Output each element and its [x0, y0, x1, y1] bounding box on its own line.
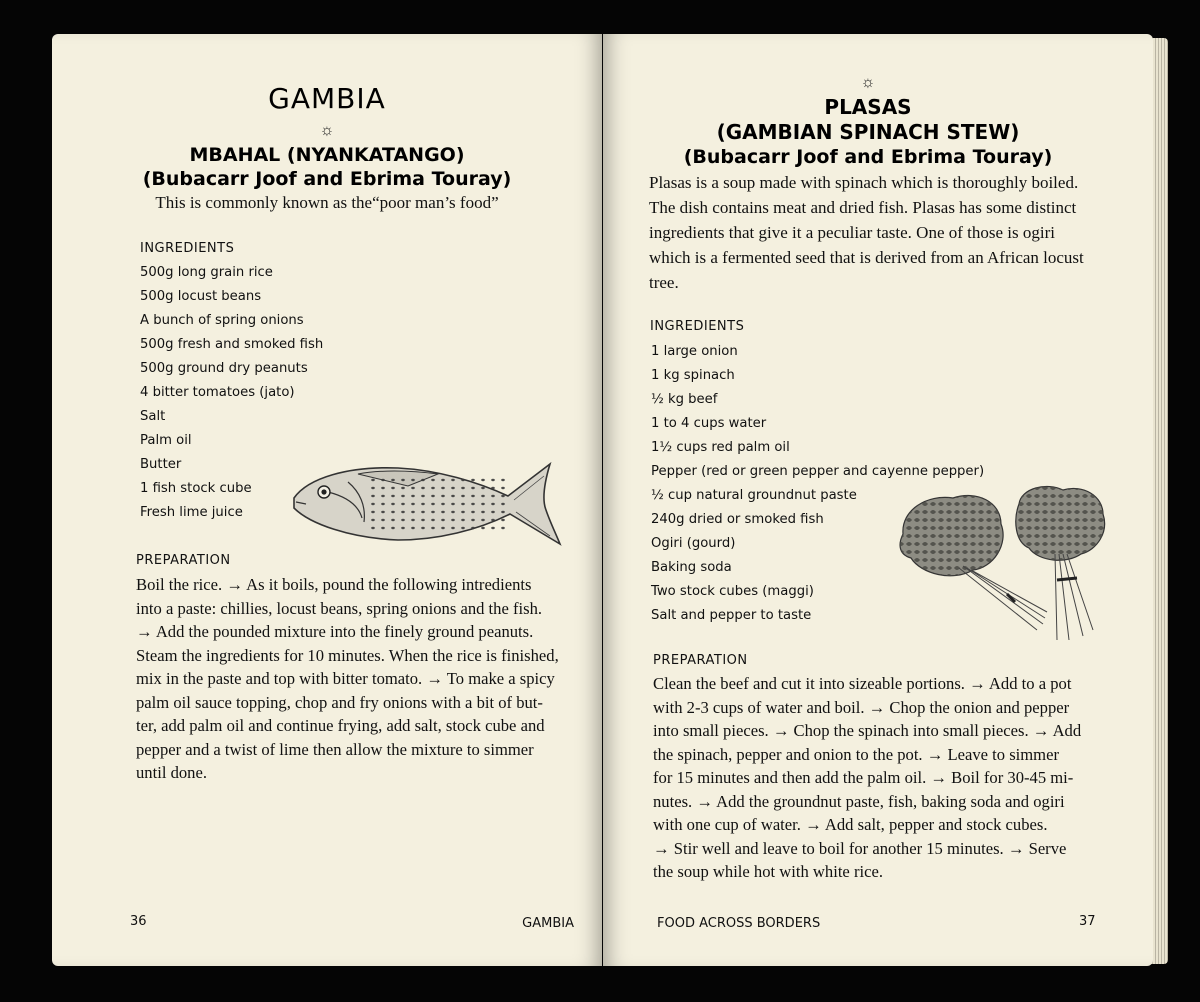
ingredient-item: 500g locust beans	[140, 289, 262, 304]
spinach-bunches-illustration	[897, 484, 1111, 644]
preparation-line: pepper and a twist of lime then allow the mixture to simmer	[136, 739, 534, 759]
ingredients-label: INGREDIENTS	[650, 319, 745, 334]
preparation-line: the soup while hot with white rice.	[653, 862, 883, 881]
ingredient-item: Fresh lime juice	[140, 505, 243, 520]
ingredient-item: Two stock cubes (maggi)	[651, 584, 814, 599]
ingredient-item: 500g fresh and smoked fish	[140, 337, 324, 352]
ingredient-item: 240g dried or smoked fish	[651, 512, 824, 527]
page-number: 37	[1079, 914, 1096, 929]
preparation-line: Boil the rice. → As it boils, pound the following intredients	[136, 575, 532, 594]
ingredient-item: ½ cup natural groundnut paste	[651, 488, 857, 503]
intro-line: ingredients that give it a peculiar taste. One of those is ogiri	[649, 223, 1055, 242]
intro-line: The dish contains meat and dried fish. Plasas has some distinct	[649, 198, 1077, 217]
preparation-line: nutes. → Add the groundnut paste, fish, baking soda and ogiri	[653, 791, 1065, 811]
ingredient-item: Palm oil	[140, 433, 192, 448]
dish-intro: This is commonly known as the“poor man’s food”	[155, 193, 499, 212]
preparation-line: palm oil sauce topping, chop and fry onions with a bit of but-	[136, 692, 543, 712]
right-page	[603, 34, 1153, 966]
dish-subtitle: (GAMBIAN SPINACH STEW)	[716, 120, 1020, 144]
preparation-line: into a paste: chillies, locust beans, spring onions and the fish.	[136, 598, 543, 618]
ingredient-item: ½ kg beef	[651, 392, 718, 407]
ingredient-item: 1 kg spinach	[651, 368, 735, 383]
ingredient-item: 1 fish stock cube	[140, 481, 252, 496]
page-number: 36	[130, 914, 147, 929]
fish-illustration	[288, 452, 564, 552]
ingredient-item: 4 bitter tomatoes (jato)	[140, 385, 295, 400]
ingredient-item: Butter	[140, 457, 182, 472]
preparation-line: ter, add palm oil and continue frying, add salt, stock cube and	[136, 716, 545, 735]
ingredient-item: 1½ cups red palm oil	[651, 440, 790, 455]
preparation-line: → Add the pounded mixture into the finely ground peanuts.	[136, 622, 534, 641]
ingredient-item: A bunch of spring onions	[140, 313, 304, 328]
ingredient-item: Pepper (red or green pepper and cayenne pepper)	[651, 464, 985, 479]
dish-authors: (Bubacarr Joof and Ebrima Touray)	[142, 168, 512, 190]
ingredient-item: 500g long grain rice	[140, 265, 273, 280]
preparation-line: → Stir well and leave to boil for another 15 minutes. → Serve	[653, 838, 1067, 858]
ingredient-item: 500g ground dry peanuts	[140, 361, 308, 376]
preparation-label: PREPARATION	[653, 653, 748, 668]
dish-intro	[649, 170, 1119, 295]
intro-line: tree.	[649, 273, 679, 292]
ingredient-item: Ogiri (gourd)	[651, 536, 736, 551]
sun-icon: ☼	[319, 122, 335, 139]
ingredients-label: INGREDIENTS	[140, 241, 235, 256]
preparation-line: Steam the ingredients for 10 minutes. When the rice is finished,	[136, 645, 559, 665]
preparation-line: with 2-3 cups of water and boil. → Chop the onion and pepper	[653, 697, 1070, 717]
preparation-text	[653, 672, 1113, 884]
preparation-line: the spinach, pepper and onion to the pot. → Leave to simmer	[653, 744, 1059, 764]
ingredient-item: 1 to 4 cups water	[651, 416, 767, 431]
country-title: GAMBIA	[268, 82, 386, 115]
preparation-line: mix in the paste and top with bitter tomato. → To make a spicy	[136, 669, 555, 688]
left-page	[52, 34, 602, 966]
preparation-text	[136, 573, 596, 785]
preparation-line: Clean the beef and cut it into sizeable portions. → Add to a pot	[653, 674, 1072, 693]
preparation-line: into small pieces. → Chop the spinach into small pieces. → Add	[653, 721, 1082, 740]
ingredient-item: 1 large onion	[651, 344, 738, 359]
preparation-line: with one cup of water. → Add salt, pepper and stock cubes.	[653, 815, 1048, 834]
sun-icon: ☼	[860, 74, 876, 91]
dish-title: PLASAS	[824, 95, 912, 119]
preparation-line: until done.	[136, 763, 207, 782]
intro-line: Plasas is a soup made with spinach which is thoroughly boiled.	[649, 173, 1079, 192]
ingredient-item: Salt and pepper to taste	[651, 608, 812, 623]
preparation-line: for 15 minutes and then add the palm oil. → Boil for 30-45 mi-	[653, 768, 1074, 787]
running-footer: FOOD ACROSS BORDERS	[657, 916, 821, 931]
running-footer: GAMBIA	[522, 916, 574, 931]
ingredient-item: Baking soda	[651, 560, 732, 575]
ingredient-item: Salt	[140, 409, 166, 424]
dish-title: MBAHAL (NYANKATANGO)	[189, 144, 465, 166]
dish-authors: (Bubacarr Joof and Ebrima Touray)	[683, 146, 1053, 168]
preparation-label: PREPARATION	[136, 553, 231, 568]
intro-line: which is a fermented seed that is derived from an African locust	[649, 248, 1084, 267]
